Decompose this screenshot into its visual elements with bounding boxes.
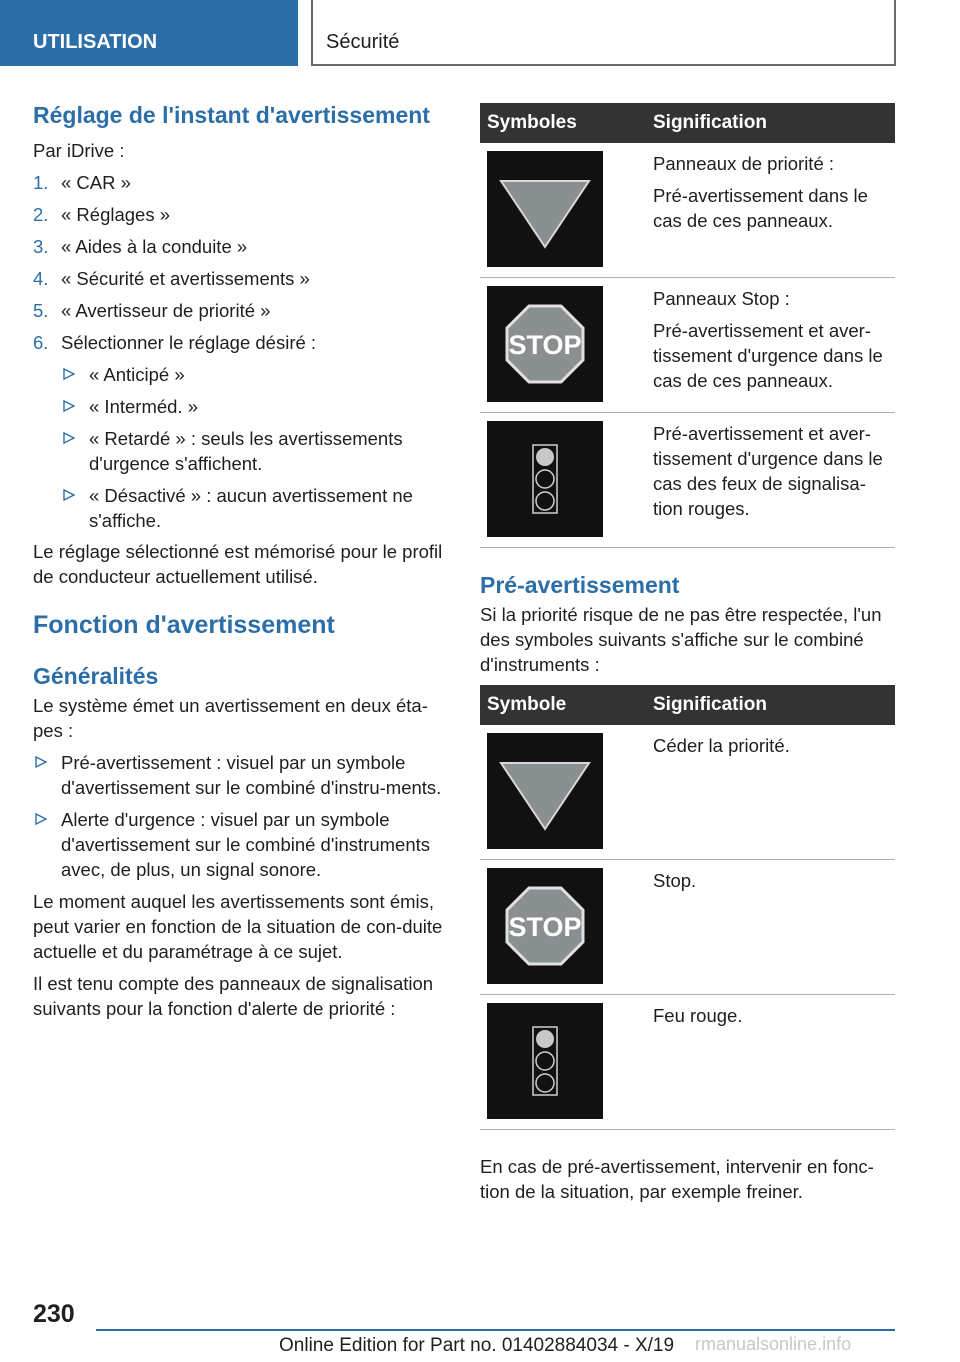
traffic-light-icon [487, 1003, 603, 1119]
triangle-bullet-icon [63, 400, 75, 412]
meaning-text: Panneaux de priorité : [653, 153, 835, 174]
table-row [480, 143, 895, 278]
table-header-row [480, 685, 895, 725]
meaning-text: Pré-avertissement et aver-tissement d'urgence dans le cas des feux de signalisa-tion rouges. [653, 423, 883, 519]
meaning-text: Céder la priorité. [653, 735, 790, 756]
stop-label: STOP [508, 330, 582, 360]
watermark-text: rmanualsonline.info [695, 1334, 852, 1354]
table-header-row [480, 103, 895, 143]
column-header: Signification [645, 685, 895, 725]
heading-generalites: Généralités [33, 663, 159, 689]
triangle-bullet-icon [35, 813, 47, 825]
list-item: 5. « Avertisseur de priorité » [33, 300, 271, 321]
topic-tab [311, 0, 896, 66]
table-row [480, 725, 895, 860]
footer-divider [96, 1329, 895, 1331]
traffic-light-icon [487, 421, 603, 537]
symbol-meaning-table [480, 685, 895, 1130]
list-item: 3. « Aides à la conduite » [33, 236, 248, 257]
column-header: Signification [645, 103, 895, 143]
heading-pre-avertissement: Pré-avertissement [480, 572, 680, 598]
triangle-bullet-icon [63, 489, 75, 501]
panneaux-text: Il est tenu compte des panneaux de signalisation suivants pour la fonction d'alerte de priorité : [33, 973, 434, 1019]
meaning-text: Stop. [653, 870, 697, 891]
triangle-bullet-icon [35, 756, 47, 768]
deux-etapes-text: Le système émet un avertissement en deux éta-pes : [33, 695, 428, 741]
page-number: 230 [33, 1300, 75, 1328]
left-column [33, 100, 448, 1021]
list-item: « Retardé » : seuls les avertissements d'urgence s'affichent. [61, 426, 448, 476]
heading-reglage: Réglage de l'instant d'avertissement [33, 102, 430, 128]
options-list [61, 362, 448, 533]
table-row [480, 278, 895, 413]
list-item: Pré-avertissement : visuel par un symbole d'avertissement sur le combiné d'instru-ments. [33, 750, 448, 800]
table-row [480, 860, 895, 995]
topic-title: Sécurité [326, 30, 400, 53]
stop-sign-icon [487, 868, 603, 984]
table-row [480, 995, 895, 1130]
meaning-text: Feu rouge. [653, 1005, 743, 1026]
list-item: « Interméd. » [61, 394, 448, 419]
warning-types-list [33, 750, 448, 882]
list-item: Alerte d'urgence : visuel par un symbole d'avertissement sur le combiné d'instruments avec, de plus, un signal sonore. [33, 807, 448, 882]
page-header [0, 0, 960, 66]
section-title: UTILISATION [33, 30, 158, 53]
list-item: 1. « CAR » [33, 172, 131, 193]
moment-text: Le moment auquel les avertissements sont émis, peut varier en fonction de la situation de con-duite actuelle et du paramétrage à ce sujet. [33, 891, 443, 962]
column-header: Symboles [480, 103, 645, 143]
right-column [480, 103, 895, 1204]
list-item: 4. « Sécurité et avertissements » [33, 268, 310, 289]
triangle-bullet-icon [63, 368, 75, 380]
intro-text: Si la priorité risque de ne pas être respectée, l'un des symboles suivants s'affiche sur le combiné d'instruments : [480, 604, 882, 675]
meaning-text: Pré-avertissement et aver-tissement d'urgence dans le cas de ces panneaux. [653, 320, 883, 391]
stop-sign-icon [487, 286, 603, 402]
meaning-text: Pré-avertissement dans le cas de ces panneaux. [653, 185, 868, 231]
table-row [480, 413, 895, 548]
yield-sign-icon [487, 733, 603, 849]
edition-text: Online Edition for Part no. 01402884034 - X/19 [279, 1335, 675, 1356]
section-tab [0, 0, 298, 66]
list-item: 6. Sélectionner le réglage désiré : « Anticipé » « Interméd. » « Retardé » : seuls les avertissements d'urgence s'affichent. « Désactivé » : aucun avertissement ne s'affiche. [33, 330, 448, 533]
stop-label: STOP [508, 912, 582, 942]
column-header: Symbole [480, 685, 645, 725]
steps-list [33, 170, 448, 533]
list-item: « Anticipé » [61, 362, 448, 387]
list-item: 2. « Réglages » [33, 204, 171, 225]
list-item: « Désactivé » : aucun avertissement ne s'affiche. [61, 483, 448, 533]
par-idrive: Par iDrive : [33, 140, 125, 161]
yield-sign-icon [487, 151, 603, 267]
meaning-text: Panneaux Stop : [653, 288, 790, 309]
heading-fonction: Fonction d'avertissement [33, 611, 335, 639]
triangle-bullet-icon [63, 432, 75, 444]
memorise-text: Le réglage sélectionné est mémorisé pour le profil de conducteur actuellement utilisé. [33, 541, 443, 587]
symbols-table [480, 103, 895, 548]
conclusion-text: En cas de pré-avertissement, intervenir en fonc-tion de la situation, par exemple freiner. [480, 1156, 874, 1202]
